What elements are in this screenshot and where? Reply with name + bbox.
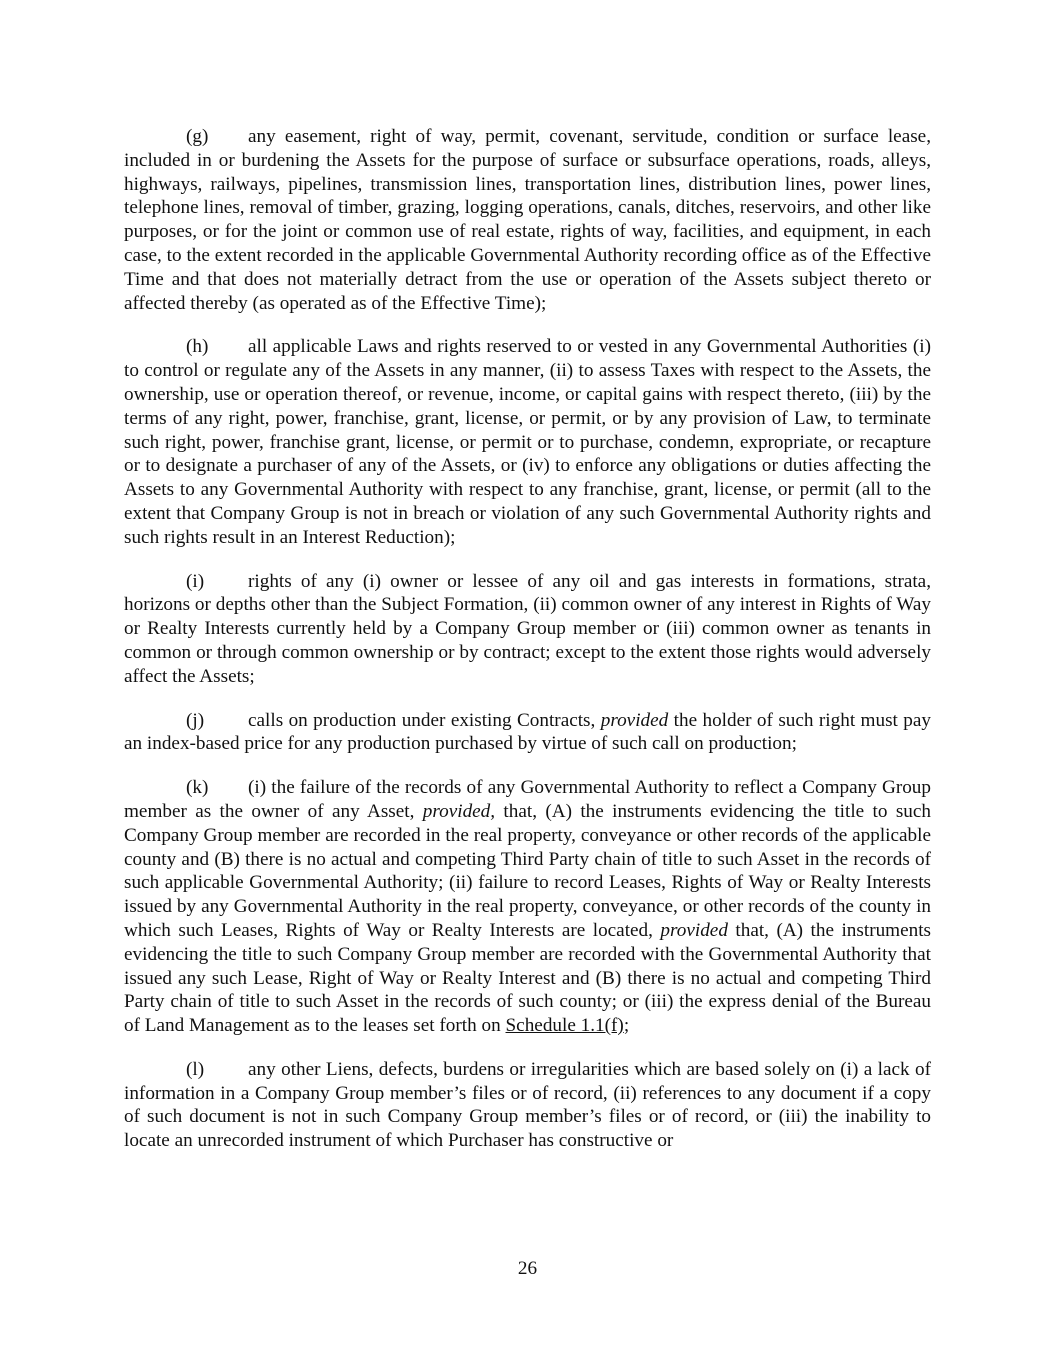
paragraph-k-text-c: that, (A) the instruments evidencing the title to such Company Group member are recorded with the Governmental Authority that issued any such Lease, Right of Way or Realty Interest and (B) there is no actual and competing Third Party chain of title to such Asset in the records of such county; or (iii) the express denial of the Bureau of Land Management as to the leases set forth on — [124, 919, 932, 1037]
document-body — [124, 125, 931, 1173]
paragraph-g-label: (g) — [186, 126, 209, 147]
paragraph-j-provided: provided — [600, 709, 669, 731]
paragraph-j — [124, 709, 931, 757]
paragraph-k-text-d: ; — [623, 1015, 630, 1037]
paragraph-j-text-b: the holder of such right must pay an index-based price for any production purchased by virtue of such call on production; — [124, 709, 931, 755]
paragraph-l-label: (l) — [186, 1058, 205, 1080]
paragraph-l — [124, 1058, 931, 1153]
paragraph-k-provided-1: provided, — [422, 800, 496, 822]
paragraph-h-label: (h) — [186, 336, 209, 358]
paragraph-g — [124, 125, 931, 315]
paragraph-k-label: (k) — [186, 777, 209, 799]
paragraph-i-text: rights of any (i) owner or lessee of any oil and gas interests in formations, strata, horizons or depths other than the Subject Formation, (ii) common owner of any interest in Rights of Way or Realty Interests currently held by a Company Group member or (iii) common owner as tenants in common or through common ownership or by contract; except to the extent those rights would adversely affect the Assets; — [124, 570, 931, 687]
paragraph-k-text-b: that, (A) the instruments evidencing the title to such Company Group member are recorded in the real property, conveyance or other records of the applicable county and (B) there is no actual and competing Third Party chain of title to such Asset in the records of such applicable Governmental Authority; (ii) failure to record Leases, Rights of Way or Realty Interests issued by any Governmental Authority in the real property, conveyance, or other records of the county in which such Leases, Rights of Way or Realty Interests are located, — [124, 800, 931, 941]
paragraph-k-text-a: (i) the failure of the records of any Governmental Authority to reflect a Company Group member as the owner of any Asset, — [124, 777, 931, 822]
paragraph-g-text: any easement, right of way, permit, covenant, servitude, condition or surface lease, included in or burdening the Assets for the purpose of surface or subsurface operations, roads, alleys, highways, railways, pipelines, transmission lines, transportation lines, distribution lines, power lines, telephone lines, removal of timber, grazing, logging operations, canals, ditches, reservoirs, and other like purposes, or for the joint or common use of real estate, rights of way, facilities, and equipment, in each case, to the extent recorded in the applicable Governmental Authority recording office as of the Effective Time and that does not materially detract from the use or operation of the Assets subject thereto or affected thereby (as operated as of the Effective Time); — [124, 126, 931, 314]
paragraph-k-provided-2: provided — [660, 919, 728, 941]
paragraph-j-text-a: calls on production under existing Contracts, — [248, 709, 601, 731]
paragraph-l-text: any other Liens, defects, burdens or irregularities which are based solely on (i) a lack of information in a Company Group member’s files or of record, (ii) references to any document if a copy of such document is not in such Company Group member’s files or of record, or (iii) the inability to locate an unrecorded instrument of which Purchaser has constructive or — [124, 1058, 931, 1152]
paragraph-h-text: all applicable Laws and rights reserved to or vested in any Governmental Authorities (i) to control or regulate any of the Assets in any manner, (ii) to assess Taxes with respect to the Assets, the ownership, use or operation thereof, or revenue, income, or capital gains with respect thereto, (iii) by the terms of any right, power, franchise, grant, license, or permit, or by any provision of Law, to terminate such right, power, franchise grant, license, or permit or to purchase, condemn, expropriate, or recapture or to designate a purchaser of any of the Assets, or (iv) to enforce any obligations or duties affecting the Assets to any Governmental Authority with respect to any franchise, grant, license, or permit (all to the extent that Company Group is not in breach or violation of any such Governmental Authority rights and such rights result in an Interest Reduction); — [124, 336, 931, 548]
page-number: 26 — [517, 1258, 538, 1279]
schedule-reference: Schedule 1.1(f) — [505, 1015, 624, 1037]
paragraph-h — [124, 335, 931, 549]
paragraph-i-label: (i) — [186, 570, 205, 592]
paragraph-i — [124, 570, 931, 689]
paragraph-k — [124, 776, 931, 1038]
paragraph-j-label: (j) — [186, 709, 205, 731]
